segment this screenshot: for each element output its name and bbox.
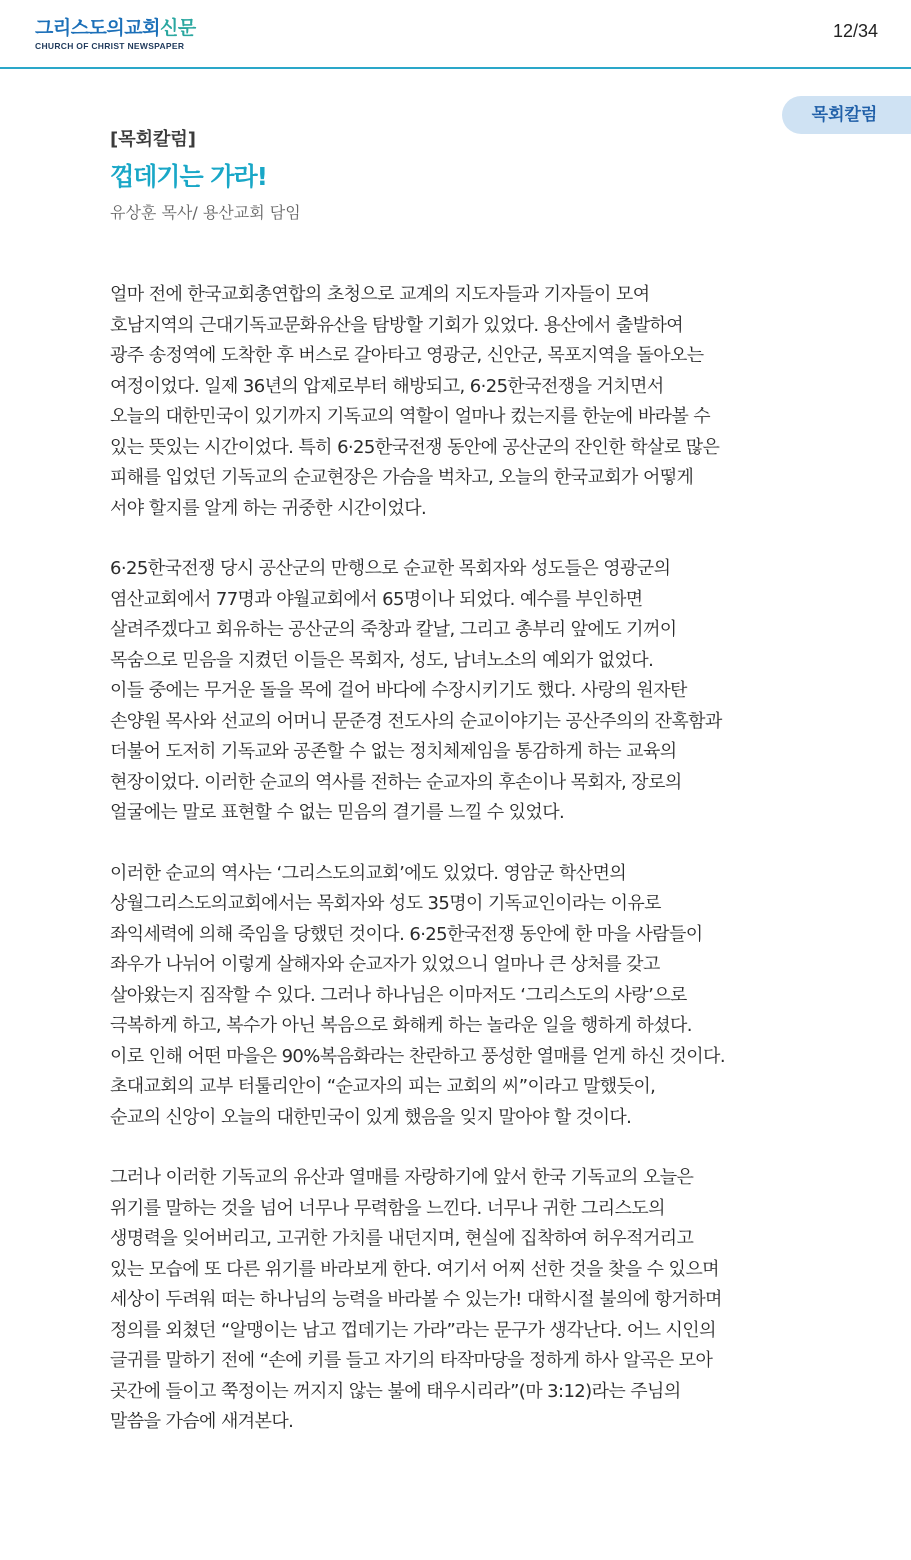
article-paragraph: 그러나 이러한 기독교의 유산과 열매를 자랑하기에 앞서 한국 기독교의 오늘은 위기를 말하는 것을 넘어 너무나 무력함을 느낀다. 너무나 귀한 그리스도의 생명력을 잊어버리고, 고귀한 가치를 내던지며, 현실에 집착하여 허우적거리고 있는 모습에 또 다른 위기를 바라보게 한다. 여기서 어찌 선한 것을 찾을 수 있으며 세상이 두려워 떠는 하나님의 능력을 바라볼 수 있는가! 대학시절 불의에 항거하며 정의를 외쳤던 “알맹이는 남고 껍데기는 가라”라는 문구가 생각난다. 어느 시인의 글귀를 말하기 전에 “손에 키를 들고 자기의 타작마당을 정하게 하사 알곡은 모아 곳간에 들이고 쭉정이는 꺼지지 않는 불에 태우시리라”(마 3:12)라는 주님의 말씀을 가슴에 새겨본다. (110, 1167, 722, 1432)
section-tab: 목회칼럼 (782, 96, 911, 134)
article-category: [목회칼럼] (110, 129, 197, 150)
logo-subtitle: CHURCH OF CHRIST NEWSPAPER (35, 41, 185, 51)
article-author: 유상훈 목사/ 용산교회 담임 (110, 203, 301, 222)
article-body (110, 280, 805, 1468)
page-number: 12/34 (832, 21, 878, 41)
logo-title-part2: 신문 (159, 17, 196, 39)
article-paragraph: 얼마 전에 한국교회총연합의 초청으로 교계의 지도자들과 기자들이 모여 호남지역의 근대기독교문화유산을 탐방할 기회가 있었다. 용산에서 출발하여 광주 송정역에 도착한 후 버스로 갈아타고 영광군, 신안군, 목포지역을 돌아오는 여정이었다. 일제 36년의 압제로부터 해방되고, 6·25한국전쟁을 거치면서 오늘의 대한민국이 있기까지 기독교의 역할이 얼마나 컸는지를 한눈에 바라볼 수 있는 뜻있는 시간이었다. 특히 6·25한국전쟁 동안에 공산군의 잔인한 학살로 많은 피해를 입었던 기독교의 순교현장은 가슴을 벅차고, 오늘의 한국교회가 어떻게 서야 할지를 알게 하는 귀중한 시간이었다. (110, 284, 720, 519)
page-header (0, 0, 911, 69)
logo-title (35, 19, 196, 38)
newspaper-logo (35, 19, 196, 51)
article-paragraph: 이러한 순교의 역사는 ‘그리스도의교회’에도 있었다. 영암군 학산면의 상월그리스도의교회에서는 목회자와 성도 35명이 기독교인이라는 이유로 좌익세력에 의해 죽임을 당했던 것이다. 6·25한국전쟁 동안에 한 마을 사람들이 좌우가 나뉘어 이렇게 살해자와 순교자가 있었으니 얼마나 큰 상처를 갖고 살아왔는지 짐작할 수 있다. 그러나 하나님은 이마저도 ‘그리스도의 사랑’으로 극복하게 하고, 복수가 아닌 복음으로 화해케 하는 놀라운 일을 행하게 하셨다. 이로 인해 어떤 마을은 90%복음화라는 찬란하고 풍성한 열매를 얻게 하신 것이다. 초대교회의 교부 터툴리안이 “순교자의 피는 교회의 씨”이라고 말했듯이, 순교의 신앙이 오늘의 대한민국이 있게 했음을 잊지 말아야 할 것이다. (110, 862, 725, 1128)
logo-title-part1: 그리스도의교회 (35, 17, 160, 39)
article-title: 껍데기는 가라! (110, 162, 268, 191)
article-paragraph: 6·25한국전쟁 당시 공산군의 만행으로 순교한 목회자와 성도들은 영광군의 염산교회에서 77명과 야월교회에서 65명이나 되었다. 예수를 부인하면 살려주겠다고 회유하는 공산군의 죽창과 칼날, 그리고 총부리 앞에도 기꺼이 목숨으로 믿음을 지켰던 이들은 목회자, 성도, 남녀노소의 예외가 없었다. 이들 중에는 무거운 돌을 목에 걸어 바다에 수장시키기도 했다. 사랑의 원자탄 손양원 목사와 선교의 어머니 문준경 전도사의 순교이야기는 공산주의의 잔혹함과 더불어 도저히 기독교와 공존할 수 없는 정치체제임을 통감하게 하는 교육의 현장이었다. 이러한 순교의 역사를 전하는 순교자의 후손이나 목회자, 장로의 얼굴에는 말로 표현할 수 없는 믿음의 결기를 느낄 수 있었다. (110, 558, 722, 823)
